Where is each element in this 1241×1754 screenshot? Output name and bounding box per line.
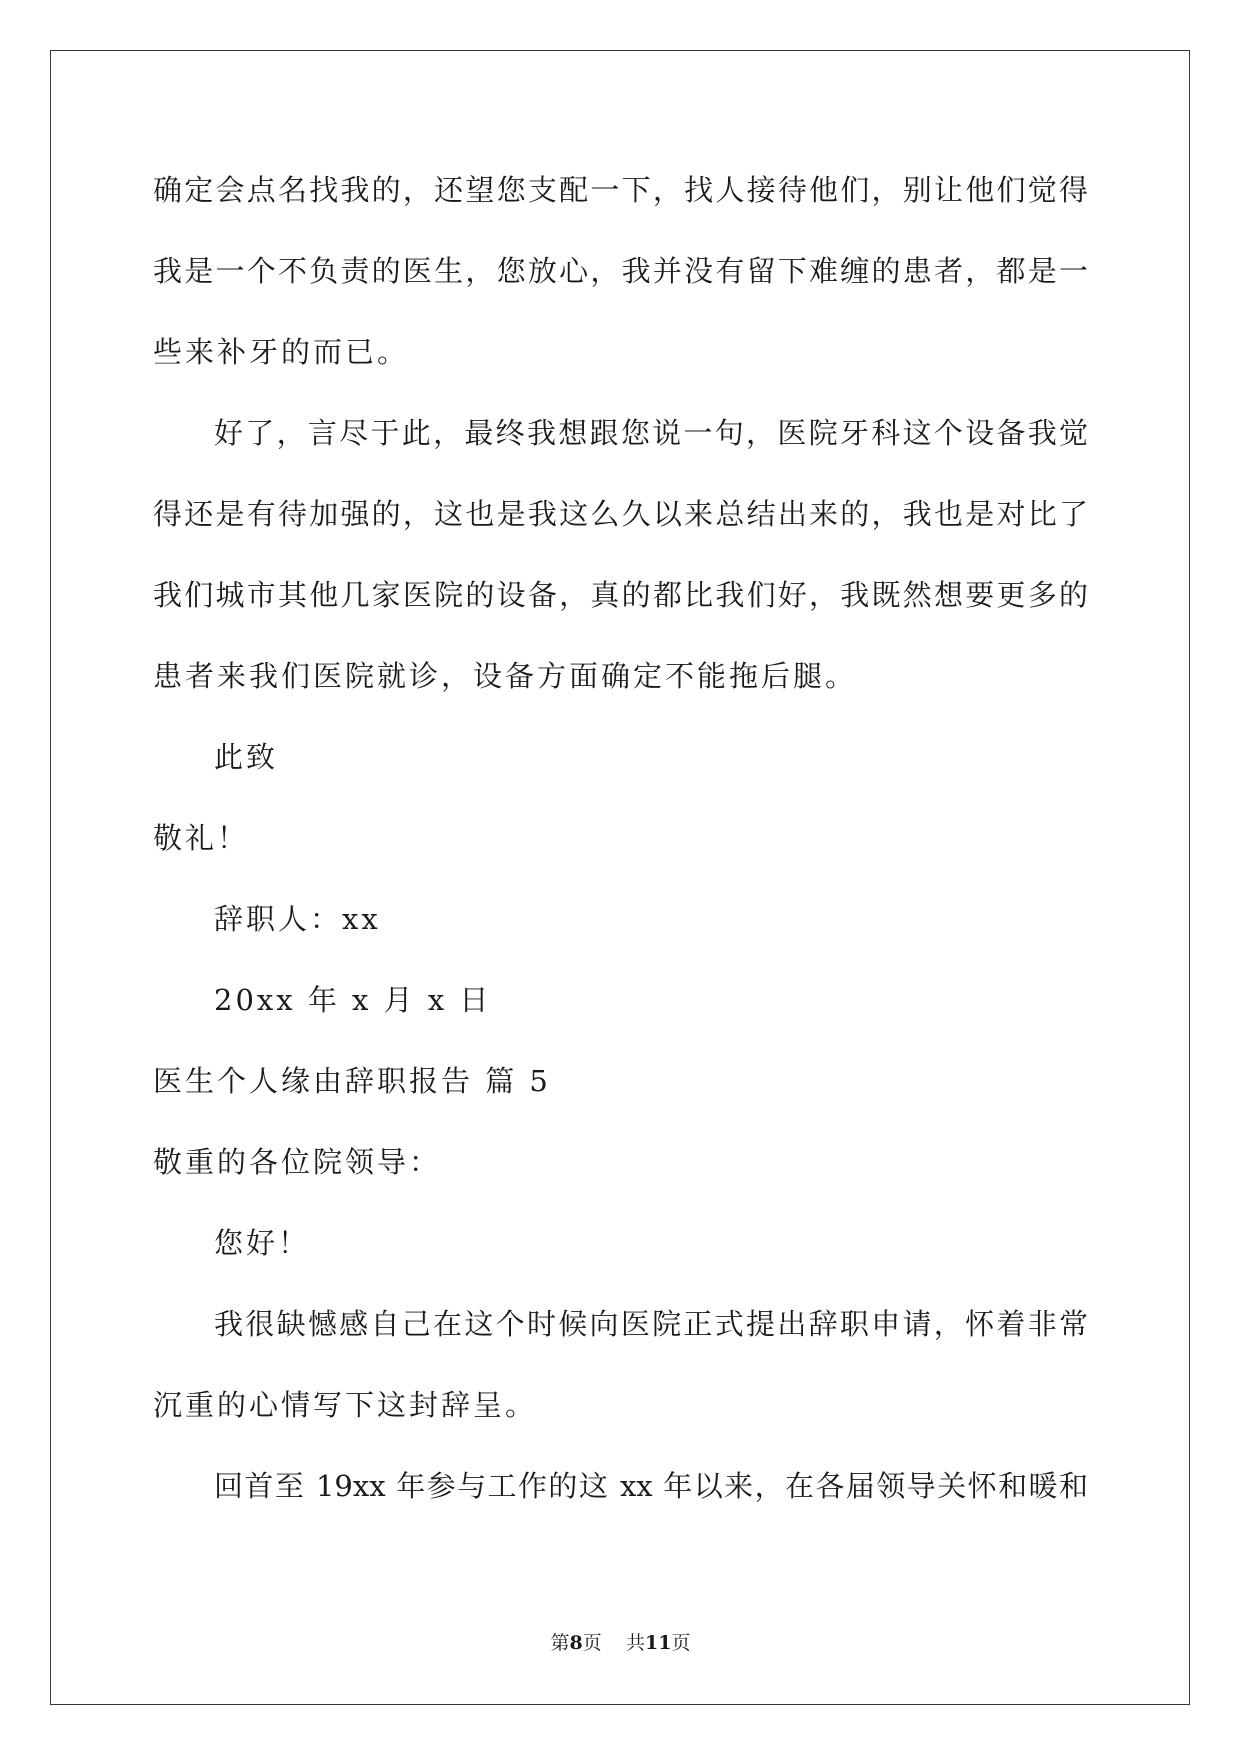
section-heading: 医生个人缘由辞职报告 篇 5: [153, 1064, 551, 1098]
total-page-number: 11: [644, 1632, 672, 1654]
text-line-1: 确定会点名找我的，还望您支配一下，找人接待他们，别让他们觉得: [153, 173, 1088, 207]
date-line: 20xx 年 x 月 x 日: [214, 983, 492, 1017]
text-line-4: 好了，言尽于此，最终我想跟您说一句，医院牙科这个设备我觉: [214, 416, 1088, 450]
closing-salutation: 此致: [214, 740, 279, 774]
footer-prefix: 第: [550, 1632, 570, 1654]
footer-page-unit: 页: [582, 1632, 602, 1654]
text-line-7: 患者来我们医院就诊，设备方面确定不能拖后腿。: [153, 659, 858, 693]
text-line-2: 我是一个不负责的医生，您放心，我并没有留下难缠的患者，都是一: [153, 254, 1088, 288]
text-line-6: 我们城市其他几家医院的设备，真的都比我们好，我既然想要更多的: [153, 578, 1088, 612]
current-page-number: 8: [569, 1632, 583, 1654]
footer-total-prefix: 共: [625, 1632, 645, 1654]
text-line-17: 回首至 19xx 年参与工作的这 xx 年以来，在各届领导关怀和暖和: [214, 1469, 1088, 1503]
footer-total-unit: 页: [671, 1632, 691, 1654]
text-line-15: 我很缺憾感自己在这个时候向医院正式提出辞职申请，怀着非常: [214, 1307, 1088, 1341]
text-line-5: 得还是有待加强的，这也是我这么久以来总结出来的，我也是对比了: [153, 497, 1088, 531]
document-body: [153, 160, 1088, 1537]
recipient-line: 敬重的各位院领导：: [153, 1145, 442, 1179]
greeting-line: 您好！: [214, 1226, 311, 1260]
closing-regards: 敬礼！: [153, 821, 250, 855]
signature-line: 辞职人：xx: [214, 902, 381, 936]
text-line-3: 些来补牙的而已。: [153, 335, 410, 369]
page-footer: [0, 1628, 1241, 1655]
text-line-16: 沉重的心情写下这封辞呈。: [153, 1388, 538, 1422]
